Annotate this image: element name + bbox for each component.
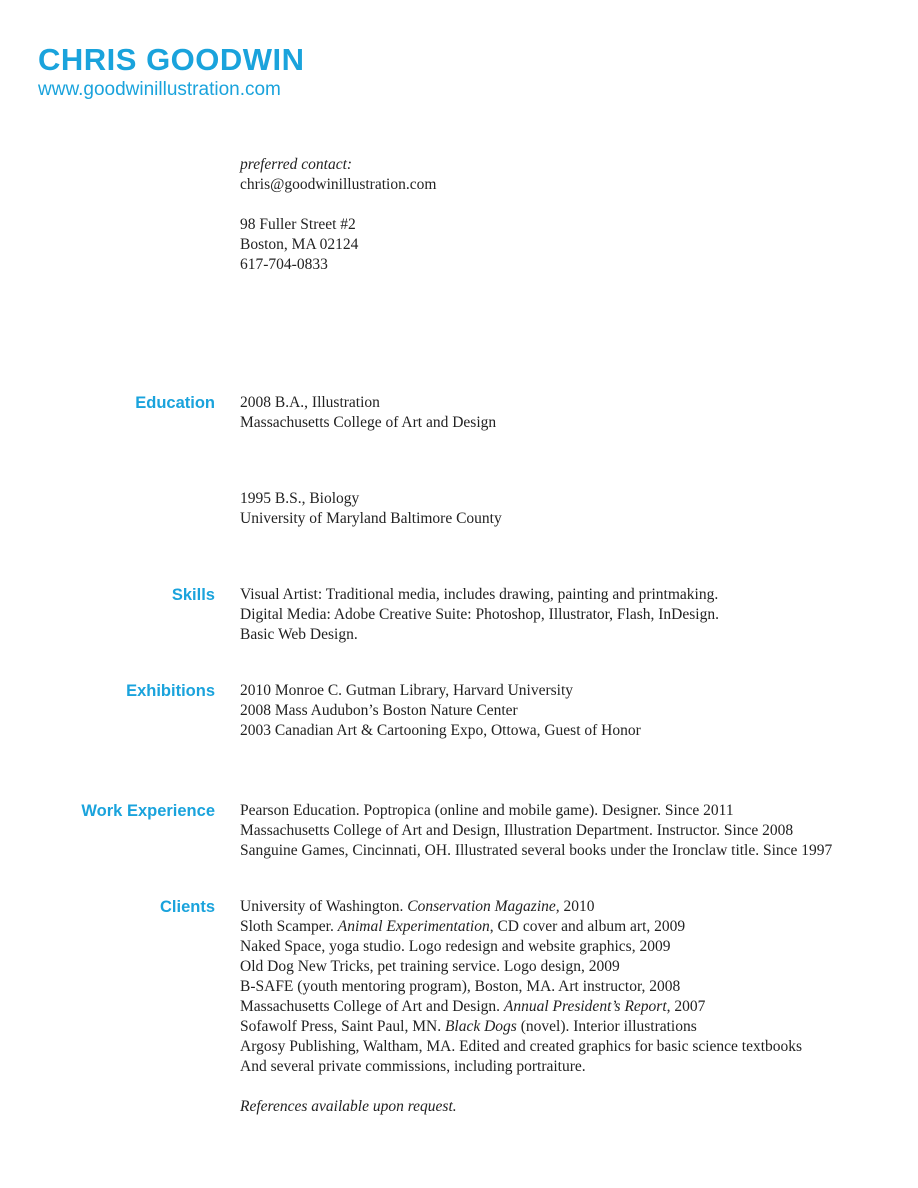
client-line: Argosy Publishing, Waltham, MA. Edited and created graphics for basic science textbooks <box>240 1038 803 1055</box>
client-line: Sofawolf Press, Saint Paul, MN. Black Dogs (novel). Interior illustrations <box>240 1018 697 1035</box>
contact-email[interactable]: chris@goodwinillustration.com <box>240 176 437 193</box>
contact-city: Boston, MA 02124 <box>240 236 359 253</box>
work-line: Pearson Education. Poptropica (online and mobile game). Designer. Since 2011 <box>240 802 734 819</box>
education-entry-1 <box>240 393 496 433</box>
contact-street: 98 Fuller Street #2 <box>240 216 356 233</box>
exhibitions-heading: Exhibitions <box>126 682 215 700</box>
client-line: B-SAFE (youth mentoring program), Boston, MA. Art instructor, 2008 <box>240 978 681 995</box>
clients-heading: Clients <box>159 898 215 916</box>
work-line: Massachusetts College of Art and Design, Illustration Department. Instructor. Since 2008 <box>240 822 794 839</box>
resume-name: CHRIS GOODWIN <box>38 42 305 77</box>
education-degree: 2008 B.A., Illustration <box>240 394 380 411</box>
work-experience-heading: Work Experience <box>81 802 215 820</box>
client-line: And several private commissions, including portraiture. <box>240 1058 586 1075</box>
website-link[interactable]: www.goodwinillustration.com <box>38 79 281 100</box>
work-experience-list <box>240 801 832 861</box>
education-entry-2 <box>240 489 502 529</box>
exhibition-line: 2003 Canadian Art & Cartooning Expo, Ottowa, Guest of Honor <box>240 722 641 739</box>
education-heading: Education <box>135 394 215 412</box>
work-line: Sanguine Games, Cincinnati, OH. Illustrated several books under the Ironclaw title. Since 1997 <box>240 842 833 859</box>
client-line: Naked Space, yoga studio. Logo redesign and website graphics, 2009 <box>240 938 671 955</box>
references-note: References available upon request. <box>240 1098 457 1115</box>
client-line: Old Dog New Tricks, pet training service. Logo design, 2009 <box>240 958 620 975</box>
exhibition-line: 2008 Mass Audubon’s Boston Nature Center <box>240 702 518 719</box>
exhibitions-list <box>240 681 641 741</box>
skills-line: Digital Media: Adobe Creative Suite: Photoshop, Illustrator, Flash, InDesign. <box>240 606 719 623</box>
client-line: University of Washington. Conservation Magazine, 2010 <box>240 898 595 915</box>
contact-phone: 617-704-0833 <box>240 256 328 273</box>
skills-list <box>240 585 719 645</box>
clients-list <box>240 897 802 1117</box>
exhibition-line: 2010 Monroe C. Gutman Library, Harvard University <box>240 682 574 699</box>
client-line: Massachusetts College of Art and Design. Annual President’s Report, 2007 <box>240 998 706 1015</box>
preferred-contact-label: preferred contact: <box>240 156 353 173</box>
education-school: Massachusetts College of Art and Design <box>240 414 497 431</box>
education-degree: 1995 B.S., Biology <box>240 490 360 507</box>
skills-line: Basic Web Design. <box>240 626 358 643</box>
skills-line: Visual Artist: Traditional media, includes drawing, painting and printmaking. <box>240 586 719 603</box>
contact-block <box>240 155 436 275</box>
education-school: University of Maryland Baltimore County <box>240 510 502 527</box>
skills-heading: Skills <box>171 586 215 604</box>
client-line: Sloth Scamper. Animal Experimentation, CD cover and album art, 2009 <box>240 918 686 935</box>
